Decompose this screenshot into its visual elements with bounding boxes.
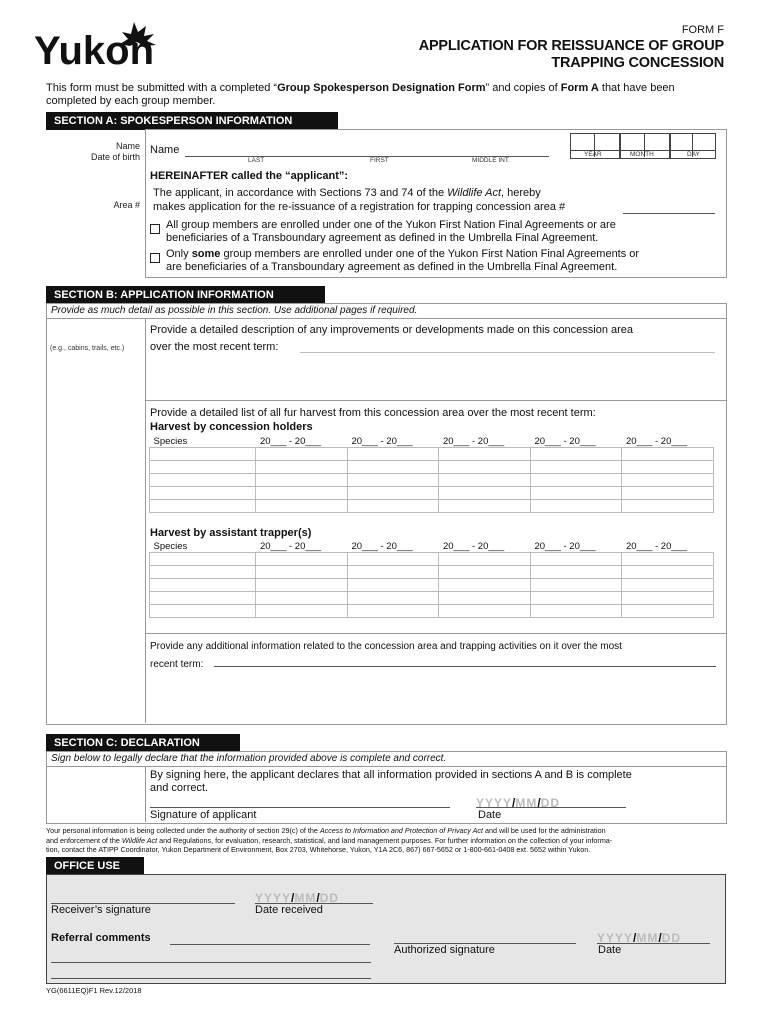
office-date-input[interactable]: YYYY/MM/DD [597, 931, 682, 945]
section-b-header: SECTION B: APPLICATION INFORMATION [46, 286, 325, 304]
option-some-text: Only some group members are enrolled under one of the Yukon First Nation Final Agreements or are beneficiaries of a Transboundary agreement as defined in the Umbrella Final Agreement. [166, 248, 640, 273]
side-area: Area # [113, 200, 140, 210]
hereinafter: HEREINAFTER called the “applicant”: [150, 170, 349, 182]
section-a-header: SECTION A: SPOKESPERSON INFORMATION [46, 112, 338, 130]
referral-line-2[interactable] [51, 961, 371, 963]
option-some-checkbox[interactable] [150, 250, 160, 268]
date-label: Date [478, 809, 502, 821]
middle-label: MIDDLE INT. [472, 157, 510, 164]
signature-label: Signature of applicant [150, 809, 257, 821]
intro-text: This form must be submitted with a completed “Group Spokesperson Designation Form” and copies of Form A that have been completed by each group member. [46, 82, 675, 107]
additional-prompt: Provide any additional information related to the concession area and trapping activities on it over the most recent term: [150, 641, 622, 670]
page-title: APPLICATION FOR REISSUANCE OF GROUP TRAPPING CONCESSION [418, 38, 724, 71]
option-all-checkbox[interactable] [150, 221, 160, 239]
receiver-signature-label: Receiver’s signature [51, 904, 151, 916]
referral-label: Referral comments [51, 932, 151, 944]
yukon-logo [34, 20, 184, 70]
referral-input[interactable] [170, 943, 370, 945]
side-eg: (e.g., cabins, trails, etc.) [50, 345, 125, 352]
first-label: FIRST [370, 157, 389, 164]
statement-line1: The applicant, in accordance with Sections 73 and 74 of the Wildlife Act, hereby [153, 187, 541, 199]
logo-text: Yukon [34, 29, 155, 70]
section-c-header: SECTION C: DECLARATION [46, 734, 240, 752]
dob-input[interactable]: YEAR MONTH DAY [570, 133, 714, 159]
additional-input[interactable] [214, 665, 716, 667]
declaration-date-input[interactable]: YYYY/MM/DD [476, 796, 561, 810]
authorized-signature-label: Authorized signature [394, 944, 495, 956]
office-use-header: OFFICE USE [46, 857, 144, 875]
declaration-text: By signing here, the applicant declares that all information provided in sections A and B is complete and correct. [150, 769, 632, 794]
referral-line-3[interactable] [51, 977, 371, 979]
side-dob: Date of birth [90, 152, 140, 162]
holders-title: Harvest by concession holders [150, 421, 313, 433]
form-id: FORM F [681, 24, 724, 36]
area-input[interactable] [623, 212, 715, 214]
side-name: Name [115, 141, 140, 151]
form-code: YG(6611EQ)F1 Rev.12/2018 [46, 986, 142, 995]
name-label: Name [150, 144, 180, 156]
section-c-subtitle: Sign below to legally declare that the information provided above is complete and correct. [51, 753, 447, 764]
improvements-prompt: Provide a detailed description of any improvements or developments made on this concession area over the most recent term: [150, 324, 634, 353]
improvements-input[interactable] [300, 351, 715, 353]
office-date-label: Date [598, 944, 622, 956]
date-received-input[interactable]: YYYY/MM/DD [255, 891, 340, 905]
date-received-label: Date received [255, 904, 323, 916]
statement-line2: makes application for the re-issuance of a registration for trapping concession area # [153, 201, 566, 213]
privacy-notice: Your personal information is being collected under the authority of section 29(c) of the Access to Information and Protection of Privacy Act and will be used for the administration and enforcement of the Wildlife Act and Regulations, for evaluation, research, statistical, and land management purposes. For further information on the collection of your informa- tion, contact the ATIPP Coordinator, Yukon Department of Environment, Box 2703, Whitehorse, Yukon, Y1A 2C6, 867) 667-5652 or 1-800-661-0408 ext. 5652 within Yukon. [46, 826, 613, 854]
assistant-title: Harvest by assistant trapper(s) [150, 527, 312, 539]
section-b-subtitle: Provide as much detail as possible in this section. Use additional pages if required. [51, 305, 418, 316]
holders-table[interactable]: Species 20___ - 20___ 20___ - 20___ 20___ - 20___ 20___ - 20___ 20___ - 20___ [149, 435, 714, 513]
applicant-signature-input[interactable] [150, 806, 450, 808]
last-label: LAST [248, 157, 265, 164]
harvest-intro: Provide a detailed list of all fur harvest from this concession area over the most recent term: [150, 407, 596, 419]
option-all-text: All group members are enrolled under one of the Yukon First Nation Final Agreements or are beneficiaries of a Transboundary agreement as defined in the Umbrella Final Agreement. [166, 219, 616, 244]
assistant-table[interactable]: Species 20___ - 20___ 20___ - 20___ 20___ - 20___ 20___ - 20___ 20___ - 20___ [149, 540, 714, 618]
